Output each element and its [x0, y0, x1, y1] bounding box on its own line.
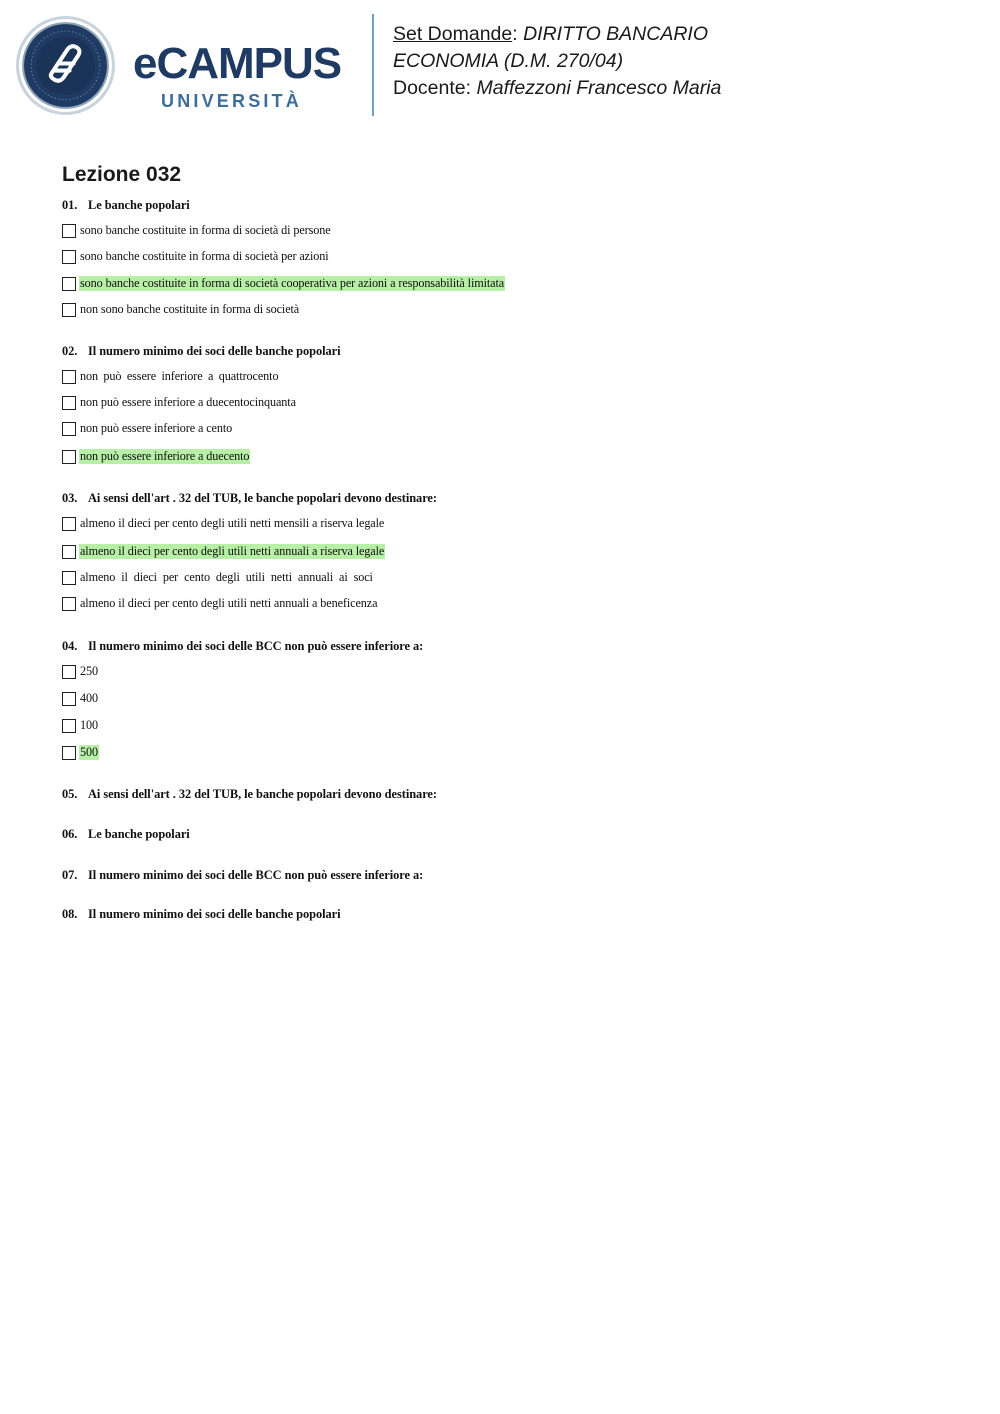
- answer-option[interactable]: [62, 744, 99, 761]
- svg-text:eCAMPUS: eCAMPUS: [133, 40, 342, 88]
- question-title: [62, 344, 340, 359]
- answer-checkbox[interactable]: [62, 370, 76, 384]
- answer-checkbox[interactable]: [62, 277, 76, 291]
- document-header: [0, 0, 1000, 130]
- answer-checkbox[interactable]: [62, 450, 76, 464]
- question-text: Ai sensi dell'art . 32 del TUB, le banche popolari devono destinare:: [88, 787, 437, 801]
- question-title: [62, 639, 423, 654]
- answer-text: non può essere inferiore a cento: [80, 421, 233, 435]
- question-title: [62, 198, 190, 213]
- question-number: 02.: [62, 344, 78, 358]
- lesson-title: Lezione 032: [62, 163, 182, 186]
- answer-option[interactable]: [62, 515, 385, 532]
- question-number: 06.: [62, 827, 78, 841]
- ecampus-seal-logo: [15, 15, 116, 116]
- answer-option[interactable]: [62, 663, 99, 680]
- answer-option[interactable]: [62, 690, 99, 707]
- answer-text: non può essere inferiore a quattrocento: [80, 369, 279, 383]
- question-title: [62, 868, 423, 883]
- teacher-label: Docente: [393, 77, 466, 99]
- answer-text: 250: [80, 664, 98, 678]
- ecampus-wordmark-logo: [133, 40, 358, 115]
- set-info: [393, 21, 721, 102]
- answer-text: almeno il dieci per cento degli utili netti annuali a beneficenza: [80, 596, 378, 610]
- header-divider: [372, 14, 374, 116]
- answer-option[interactable]: [62, 248, 330, 265]
- question-number: 03.: [62, 491, 78, 505]
- answer-option[interactable]: [62, 448, 250, 465]
- answer-text: sono banche costituite in forma di società per azioni: [80, 249, 329, 263]
- subject-line-1: DIRITTO BANCARIO: [523, 23, 709, 45]
- answer-option[interactable]: [62, 569, 374, 586]
- svg-text:UNIVERSITÀ: UNIVERSITÀ: [161, 91, 303, 111]
- question-title: [62, 787, 437, 802]
- subject-line-2-row: [393, 48, 721, 75]
- answer-checkbox[interactable]: [62, 665, 76, 679]
- answer-text: almeno il dieci per cento degli utili netti mensili a riserva legale: [80, 516, 385, 530]
- answer-text: 100: [80, 718, 98, 732]
- answer-checkbox[interactable]: [62, 250, 76, 264]
- question-text: Il numero minimo dei soci delle banche popolari: [88, 344, 341, 358]
- question-text: Le banche popolari: [88, 827, 190, 841]
- question-text: Ai sensi dell'art . 32 del TUB, le banche popolari devono destinare:: [88, 491, 437, 505]
- answer-option[interactable]: [62, 595, 378, 612]
- answer-checkbox[interactable]: [62, 422, 76, 436]
- teacher-line: Docente: Maffezzoni Francesco Maria: [393, 77, 722, 99]
- question-number: 05.: [62, 787, 78, 801]
- answer-checkbox[interactable]: [62, 692, 76, 706]
- set-title-line: Set Domande: DIRITTO BANCARIO: [393, 23, 709, 45]
- answer-text: non può essere inferiore a duecentocinquanta: [80, 395, 296, 409]
- question-number: 07.: [62, 868, 78, 882]
- answer-checkbox[interactable]: [62, 545, 76, 559]
- answer-checkbox[interactable]: [62, 571, 76, 585]
- answer-option[interactable]: [62, 301, 300, 318]
- answer-checkbox[interactable]: [62, 597, 76, 611]
- answer-text: sono banche costituite in forma di società di persone: [80, 223, 331, 237]
- answer-checkbox[interactable]: [62, 396, 76, 410]
- answer-text-correct: non può essere inferiore a duecento: [80, 449, 250, 463]
- answer-text: almeno il dieci per cento degli utili netti annuali ai soci: [80, 570, 373, 584]
- answer-text-correct: 500: [80, 745, 98, 759]
- question-text: Il numero minimo dei soci delle banche popolari: [88, 907, 341, 921]
- question-title: [62, 907, 340, 922]
- answer-text: non sono banche costituite in forma di società: [80, 302, 300, 316]
- answer-option[interactable]: [62, 275, 505, 292]
- answer-option[interactable]: [62, 222, 332, 239]
- question-number: 08.: [62, 907, 78, 921]
- set-label: Set Domande: [393, 23, 513, 45]
- question-number: 04.: [62, 639, 78, 653]
- answer-text-correct: sono banche costituite in forma di società cooperativa per azioni a responsabilità limitata: [80, 276, 505, 290]
- answer-option[interactable]: [62, 543, 385, 560]
- answer-checkbox[interactable]: [62, 224, 76, 238]
- answer-checkbox[interactable]: [62, 303, 76, 317]
- answer-option[interactable]: [62, 368, 279, 385]
- answer-option[interactable]: [62, 420, 233, 437]
- teacher-name: Maffezzoni Francesco Maria: [476, 77, 722, 99]
- answer-checkbox[interactable]: [62, 719, 76, 733]
- answer-option[interactable]: [62, 717, 99, 734]
- answer-option[interactable]: [62, 394, 297, 411]
- answer-text-correct: almeno il dieci per cento degli utili netti annuali a riserva legale: [80, 544, 385, 558]
- question-text: Le banche popolari: [88, 198, 190, 212]
- question-title: [62, 491, 437, 506]
- question-text: Il numero minimo dei soci delle BCC non può essere inferiore a:: [88, 639, 424, 653]
- question-number: 01.: [62, 198, 78, 212]
- subject-line-2: ECONOMIA (D.M. 270/04): [393, 50, 624, 72]
- answer-text: 400: [80, 691, 98, 705]
- question-text: Il numero minimo dei soci delle BCC non può essere inferiore a:: [88, 868, 424, 882]
- answer-checkbox[interactable]: [62, 517, 76, 531]
- answer-checkbox[interactable]: [62, 746, 76, 760]
- question-title: [62, 827, 190, 842]
